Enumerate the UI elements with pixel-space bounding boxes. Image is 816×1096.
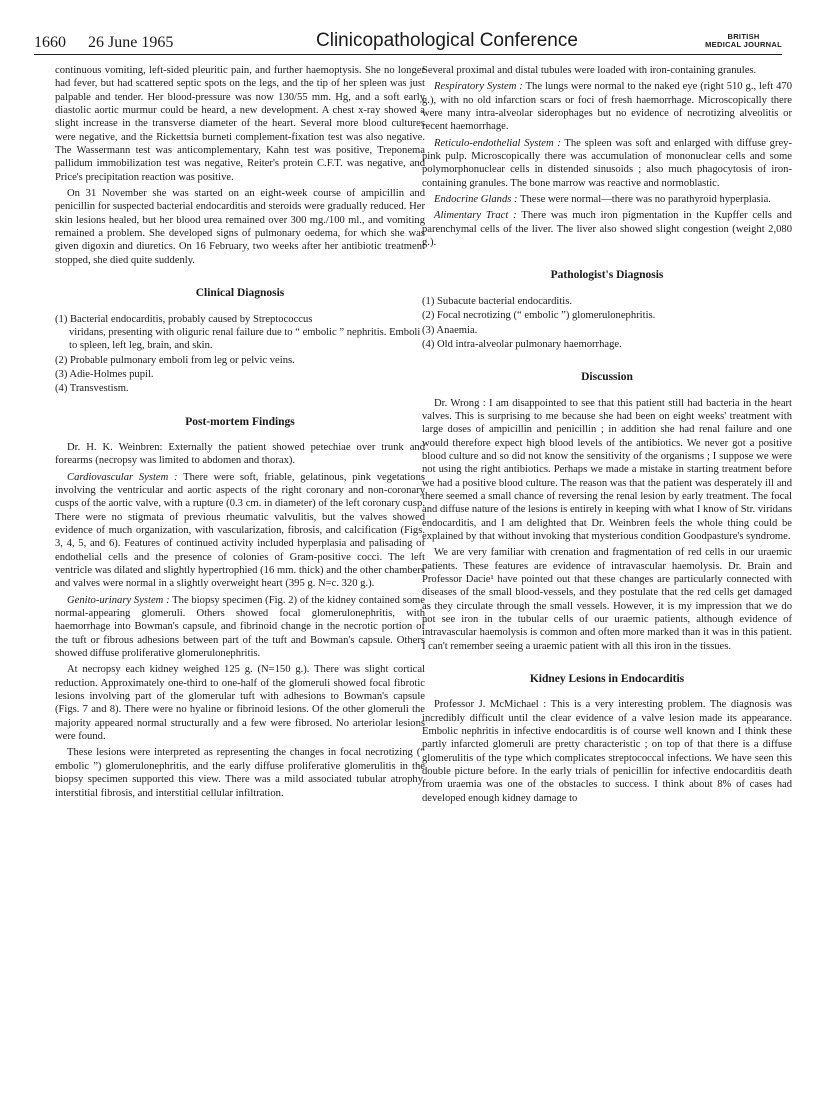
issue-date: 26 June 1965 <box>88 34 174 51</box>
list-item: (1) Bacterial endocarditis, probably caused by Streptococcus viridans, presenting with oliguric renal failure due to “ embolic ” nephritis. Emboli to spleen, left leg, brain, and skin. <box>55 313 421 352</box>
heading-discussion: Discussion <box>581 371 633 384</box>
right-column <box>422 64 792 805</box>
list-item: (1) Subacute bacterial endocarditis. <box>422 295 573 307</box>
list-item: (2) Focal necrotizing (“ embolic ”) glomerulonephritis. <box>422 310 656 322</box>
paragraph: Respiratory System : The lungs were normal to the naked eye (right 510 g., left 470 g.), with no old infarction scars or foci of fresh haemorrhage. Microscopically there were many intra-alveolar siderophages but no evidence of necrotizing alveolitis or recent haemorrhage. <box>422 81 792 133</box>
paragraph: continuous vomiting, left-sided pleuritic pain, and further haemoptysis. She no longer had fever, but had scattered septic spots on the legs, and the tip of her spleen was just palpable and tender. Her blood-pressure was now 130/55 mm. Hg, and a soft early diastolic aortic murmur could be heard, a new development. A chest x-ray showed a slight increase in the transverse diameter of the heart. Several more blood cultures were negative, and the Rickettsia burneti complement-fixation test was also negative. The Wassermann test was anticomplementary, Kahn test was positive, Treponema pallidum immobilization test was negative, Reiter's protein C.F.T. was negative, and Price's precipitation reaction was positive. <box>55 65 425 183</box>
heading-pathologists-diagnosis: Pathologist's Diagnosis <box>550 269 664 282</box>
list-item: (3) Adie-Holmes pupil. <box>55 368 154 380</box>
paragraph: We are very familiar with crenation and fragmentation of red cells in our uraemic patients. These features are evidence of intravascular haemolysis. Dr. Brain and Professor Dacie¹ have pointed out that these changes are particularly connected with diseases of the small blood-vessels, and they postulate that the red cells get damaged as they circulate through the small vessels. However, it is my impression that we do not see iron in the tubular cells of our uraemic patients, although evidence of intravascular haemolysis is common and often more marked than it was in this patient. I can't remember seeing a uraemic patient with all this iron in the tissues. <box>422 547 792 652</box>
list-item: (4) Transvestism. <box>55 383 129 395</box>
heading-clinical-diagnosis: Clinical Diagnosis <box>195 287 285 300</box>
heading-kidney-lesions: Kidney Lesions in Endocarditis <box>529 673 685 686</box>
list-item: (2) Probable pulmonary emboli from leg or pelvic veins. <box>55 354 295 366</box>
paragraph: Endocrine Glands : These were normal—there was no parathyroid hyperplasia. <box>434 194 771 206</box>
page-number: 1660 <box>34 34 66 51</box>
paragraph: Professor J. McMichael : This is a very interesting problem. The diagnosis was incredibly difficult until the clear evidence of a valve lesion made its appearance. Embolic nephritis in infective endocarditis is of course well known and I think these partly infarcted glomeruli are pretty characteristic ; on top of that there is a diffuse glomerulitis of the type which complicates streptococcal infections. We have seen this double picture before. In the early trials of penicillin for infective endocarditis death from uraemia was one of the obstacles to success. I think about 8% of cases had developed enough kidney damage to <box>422 699 792 804</box>
left-column <box>55 64 425 800</box>
paragraph: Alimentary Tract : There was much iron pigmentation in the Kupffer cells and parenchymal cells of the liver. The liver also showed slight congestion (weight 2,080 g.). <box>422 210 792 249</box>
running-header <box>34 30 782 55</box>
paragraph: These lesions were interpreted as representing the changes in focal necrotizing (“ embolic ”) glomerulonephritis, and the early diffuse proliferative glomerulitis in the biopsy specimen supported this view. There was a mild associated tubular atrophy, interstitial fibrosis, and interstitial cellular infiltration. <box>55 747 425 799</box>
paragraph: Reticulo-endothelial System : The spleen was soft and enlarged with diffuse grey-pink pulp. Microscopically there was accumulation of mononuclear cells and some polymorphonuclear cells in distended sinusoids ; also much phagocytosis of iron-containing granules. The bone marrow was reactive and normoblastic. <box>422 137 793 189</box>
paragraph: Cardiovascular System : There were soft, friable, gelatinous, pink vegetations involving the ventricular and aortic aspects of the right coronary and non-coronary cusps of the aortic valve, with a rupture (0.3 cm. in diameter) of the left coronary cusp. There were no stigmata of previous rheumatic valvulitis, but the valves showed evidence of much organization, with vascularization, fibrosis, and calcification (Figs. 3, 4, 5, and 6). Features of continued activity included hyperplasia and palisading of endothelial cells and the presence of colonies of Gram-positive cocci. The left ventricle was dilated and slightly hypertrophied (16 mm. thick) and the other chambers and valves were normal in a slightly overweight heart (395 g. N=c. 320 g.). <box>55 471 425 590</box>
paragraph: Several proximal and distal tubules were loaded with iron-containing granules. <box>422 65 757 76</box>
list-item: (3) Anaemia. <box>422 324 478 336</box>
journal-name <box>705 33 782 49</box>
paragraph: Genito-urinary System : The biopsy specimen (Fig. 2) of the kidney contained some normal-appearing glomeruli. Others showed focal glomerulonephritis, with haemorrhage into Bowman's capsule, and fibrinoid change in the necrotic portion of the tuft or fibrous adhesions between part of the tuft and Bowman's capsule. Others showed diffuse proliferative glomerulonephritis. <box>55 594 425 660</box>
paragraph: At necropsy each kidney weighed 125 g. (N=150 g.). There was slight cortical reduction. Approximately one-third to one-half of the glomeruli showed focal fibrotic lesions involving part of the glomerular tuft with adhesions to Bowman's capsule (Figs. 7 and 8). There were no hyaline or fibrinoid lesions. Of the other glomeruli the majority appeared normal structurally and a few were fibrosed. No arteriolar lesions were found. <box>55 664 425 743</box>
paragraph: On 31 November she was started on an eight-week course of ampicillin and penicillin for suspected bacterial endocarditis and steroids were gradually reduced. Her skin lesions healed, but her blood urea remained over 300 mg./100 ml., and vomiting remained a problem. She developed signs of pulmonary oedema, for which she was given digoxin and diuretics. On 16 February, two weeks after her antibiotic treatment stopped, she died quite suddenly. <box>55 188 425 266</box>
journal-name-line1: BRITISH <box>727 32 760 41</box>
journal-name-line2: MEDICAL JOURNAL <box>705 40 782 49</box>
section-title: Clinicopathological Conference <box>316 30 578 51</box>
heading-post-mortem: Post-mortem Findings <box>185 415 295 428</box>
paragraph: Dr. Wrong : I am disappointed to see that this patient still had bacteria in the heart valves. This is surprising to me because she had been on eight weeks' treatment with large doses of ampicillin and penicillin ; in addition she had renal failure and one would therefore expect high blood levels of the antibiotics. We never got a positive blood culture and so did not know the sensitivity of the organisms ; I suppose we were not using the right antibiotics. Perhaps we made a mistake in starting treatment before we had a positive blood culture. The reason was that the patient was desperately ill and there seemed a small chance of reversing the renal lesion by early treatment. The focal and diffuse nature of the lesions is entirely in keeping with what I know of Str. viridans endocarditis, and I am delighted that Dr. Weinbren feels the whole thing could be explained by that without invoking that mysterious condition Goodpasture's syndrome. <box>422 397 792 542</box>
list-item: (4) Old intra-alveolar pulmonary haemorrhage. <box>422 338 622 350</box>
paragraph: Dr. H. K. Weinbren: Externally the patient showed petechiae over trunk and forearms (necropsy was limited to abdomen and thorax). <box>55 441 425 467</box>
